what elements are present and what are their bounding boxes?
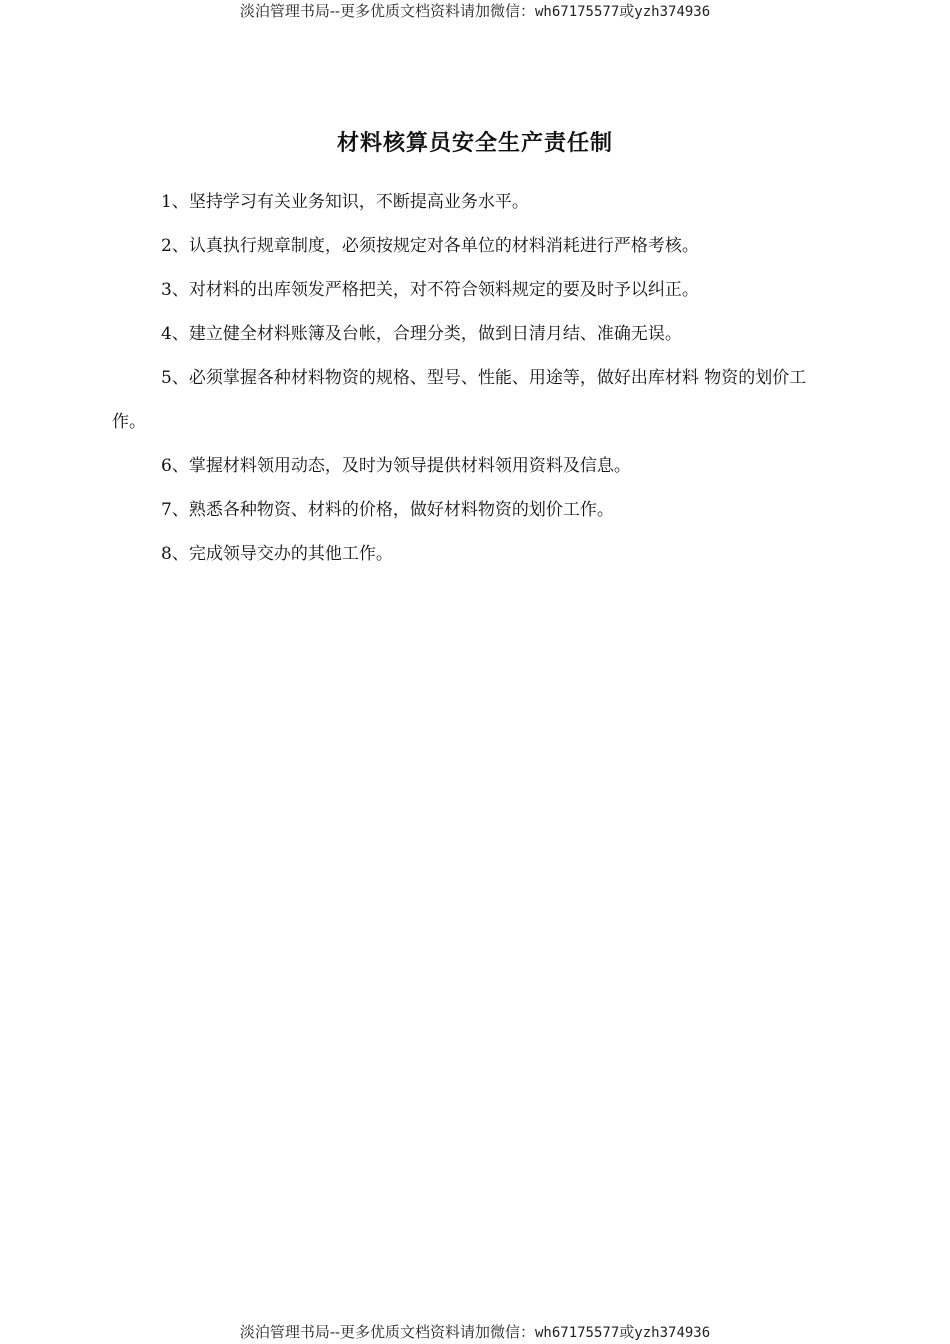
paragraph-6: 6、掌握材料领用动态，及时为领导提供材料领用资料及信息。 — [161, 456, 631, 476]
paragraph-2: 2、认真执行规章制度，必须按规定对各单位的材料消耗进行严格考核。 — [161, 236, 699, 256]
footer-separator: 或 — [619, 1323, 635, 1341]
footer-wechat-id-2: yzh374936 — [634, 1325, 711, 1341]
header-prefix: 淡泊管理书局--更多优质文档资料请加微信： — [239, 2, 535, 20]
paragraph-3: 3、对材料的出库领发严格把关，对不符合领料规定的要及时予以纠正。 — [161, 280, 699, 300]
paragraph-7: 7、熟悉各种物资、材料的价格，做好材料物资的划价工作。 — [161, 500, 614, 520]
header-wechat-id-2: yzh374936 — [634, 4, 711, 20]
page-footer — [0, 1322, 950, 1343]
page-header — [0, 1, 950, 22]
header-wechat-id-1: wh67175577 — [534, 4, 620, 20]
paragraph-1: 1、坚持学习有关业务知识，不断提高业务水平。 — [161, 192, 529, 212]
footer-prefix: 淡泊管理书局--更多优质文档资料请加微信： — [239, 1323, 535, 1341]
paragraph-5: 5、必须掌握各种材料物资的规格、型号、性能、用途等，做好出库材料 物资的划价工作。 — [112, 368, 807, 432]
document-body — [112, 180, 840, 576]
paragraph-4: 4、建立健全材料账簿及台帐，合理分类，做到日清月结、准确无误。 — [161, 324, 682, 344]
document-title: 材料核算员安全生产责任制 — [336, 131, 613, 156]
paragraph-8: 8、完成领导交办的其他工作。 — [161, 544, 393, 564]
header-separator: 或 — [619, 2, 635, 20]
footer-wechat-id-1: wh67175577 — [534, 1325, 620, 1341]
